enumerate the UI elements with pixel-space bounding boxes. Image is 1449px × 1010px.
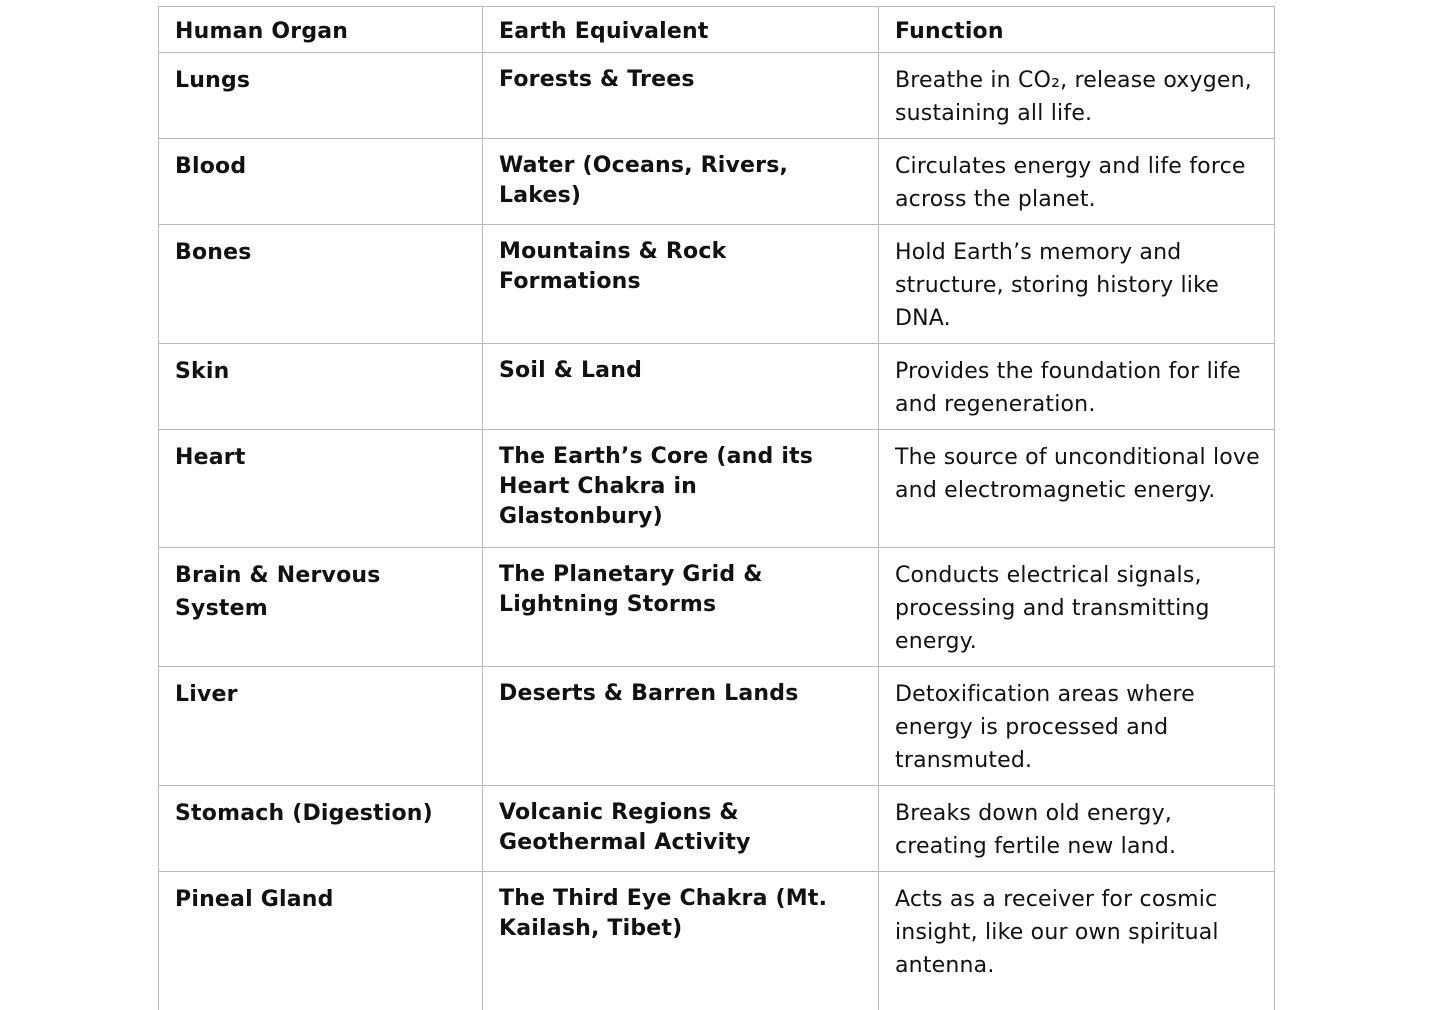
table-body <box>159 53 1275 1010</box>
earth-cell: The Earth’s Core (and its Heart Chakra in Glastonbury) <box>483 430 879 548</box>
earth-cell: The Third Eye Chakra (Mt. Kailash, Tibet) <box>483 872 879 1010</box>
organ-cell: Liver <box>159 667 483 786</box>
function-cell: Detoxification areas where energy is processed and transmuted. <box>879 667 1275 786</box>
organ-cell: Lungs <box>159 53 483 139</box>
organ-cell: Blood <box>159 139 483 225</box>
header-human-organ: Human Organ <box>159 7 483 53</box>
function-cell: Hold Earth’s memory and structure, storing history like DNA. <box>879 225 1275 344</box>
table-row <box>159 344 1275 430</box>
table-row <box>159 548 1275 667</box>
earth-cell: Forests & Trees <box>483 53 879 139</box>
earth-cell: The Planetary Grid & Lightning Storms <box>483 548 879 667</box>
organ-cell: Heart <box>159 430 483 548</box>
function-cell: Acts as a receiver for cosmic insight, like our own spiritual antenna. <box>879 872 1275 1010</box>
earth-cell: Soil & Land <box>483 344 879 430</box>
function-cell: Conducts electrical signals, processing and transmitting energy. <box>879 548 1275 667</box>
function-cell: Breaks down old energy, creating fertile new land. <box>879 786 1275 872</box>
organ-earth-table-container <box>158 6 1274 1010</box>
function-cell: Provides the foundation for life and regeneration. <box>879 344 1275 430</box>
organ-cell: Bones <box>159 225 483 344</box>
table-row <box>159 139 1275 225</box>
header-earth-equivalent: Earth Equivalent <box>483 7 879 53</box>
table-row <box>159 786 1275 872</box>
table-header <box>159 7 1275 53</box>
earth-cell: Volcanic Regions & Geothermal Activity <box>483 786 879 872</box>
function-cell: Breathe in CO₂, release oxygen, sustaining all life. <box>879 53 1275 139</box>
function-cell: Circulates energy and life force across the planet. <box>879 139 1275 225</box>
table-row <box>159 872 1275 1010</box>
organ-earth-table <box>158 6 1275 1010</box>
organ-cell: Brain & Nervous System <box>159 548 483 667</box>
table-header-row <box>159 7 1275 53</box>
organ-cell: Pineal Gland <box>159 872 483 1010</box>
earth-cell: Mountains & Rock Formations <box>483 225 879 344</box>
earth-cell: Water (Oceans, Rivers, Lakes) <box>483 139 879 225</box>
earth-cell: Deserts & Barren Lands <box>483 667 879 786</box>
organ-cell: Skin <box>159 344 483 430</box>
table-row <box>159 667 1275 786</box>
table-row <box>159 53 1275 139</box>
organ-cell: Stomach (Digestion) <box>159 786 483 872</box>
header-function: Function <box>879 7 1275 53</box>
function-cell: The source of unconditional love and electromagnetic energy. <box>879 430 1275 548</box>
table-row <box>159 430 1275 548</box>
table-row <box>159 225 1275 344</box>
